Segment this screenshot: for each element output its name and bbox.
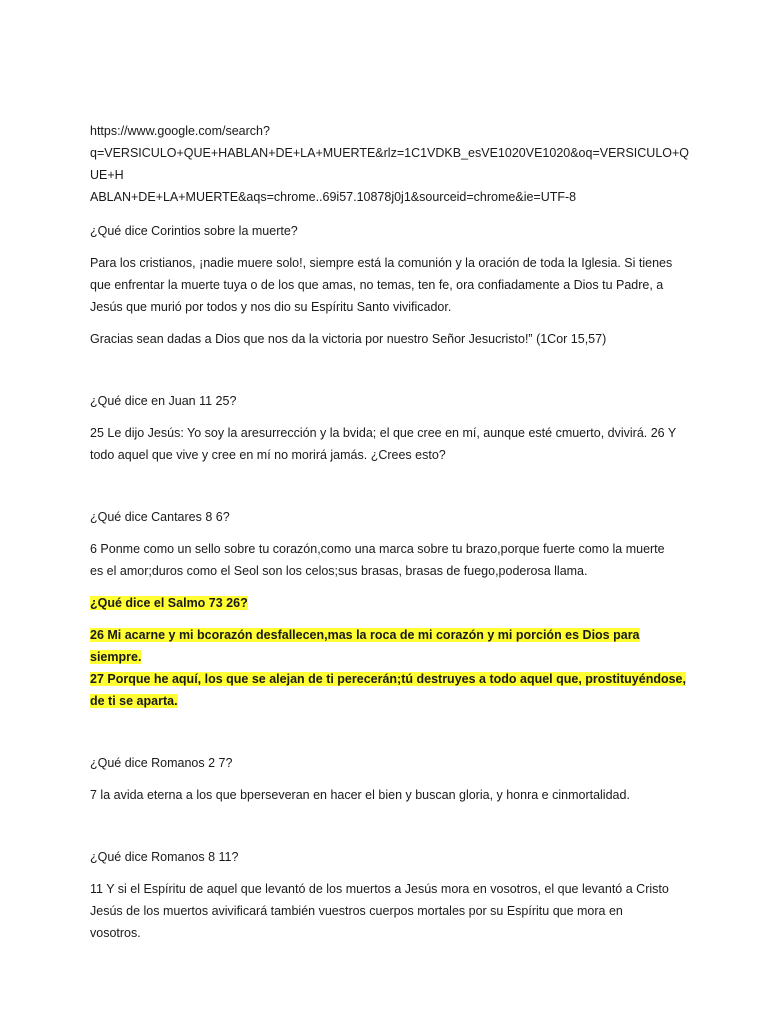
source-url bbox=[90, 120, 690, 208]
answer-line: que enfrentar la muerte tuya o de los que amas, no temas, ten fe, ora confiadamente a Dios tu Padre, a bbox=[90, 278, 664, 292]
answer-romanos-8 bbox=[90, 878, 690, 944]
answer-line: 25 Le dijo Jesús: Yo soy la aresurrección y la bvida; el que cree en mí, aunque esté cmuerto, dvivirá. 26 Y bbox=[90, 426, 677, 440]
question-juan: ¿Qué dice en Juan 11 25? bbox=[90, 394, 237, 408]
answer-romanos-2 bbox=[90, 784, 690, 806]
answer-line: 11 Y si el Espíritu de aquel que levantó de los muertos a Jesús mora en vosotros, el que levantó a Cristo bbox=[90, 882, 669, 896]
question-romanos-2: ¿Qué dice Romanos 2 7? bbox=[90, 756, 233, 770]
answer-cantares bbox=[90, 538, 690, 582]
spacer bbox=[90, 360, 690, 390]
answer-corintios bbox=[90, 252, 690, 318]
answer-line: Jesús que murió por todos y nos dio su Espíritu Santo vivificador. bbox=[90, 300, 452, 314]
document-content bbox=[90, 120, 690, 954]
answer-salmo bbox=[90, 624, 690, 712]
url-line: q=VERSICULO+QUE+HABLAN+DE+LA+MUERTE&rlz=1C1VDKB_esVE1020VE1020&oq=VERSICULO+QUE+H bbox=[90, 146, 690, 182]
answer-juan bbox=[90, 422, 690, 466]
answer-line: 7 la avida eterna a los que bperseveran en hacer el bien y buscan gloria, y honra e cinmortalidad. bbox=[90, 788, 630, 802]
answer-line: Jesús de los muertos avivificará también vuestros cuerpos mortales por su Espíritu que mora en bbox=[90, 904, 623, 918]
highlighted-text: 27 Porque he aquí, los que se alejan de ti perecerán;tú destruyes a todo aquel que, prostituyéndose, bbox=[90, 672, 686, 686]
answer-line: todo aquel que vive y cree en mí no morirá jamás. ¿Crees esto? bbox=[90, 448, 446, 462]
answer-line: vosotros. bbox=[90, 926, 141, 940]
quote-corintios: Gracias sean dadas a Dios que nos da la victoria por nuestro Señor Jesucristo!” (1Cor 15,57) bbox=[90, 332, 607, 346]
answer-line: Para los cristianos, ¡nadie muere solo!, siempre está la comunión y la oración de toda la Iglesia. Si tienes bbox=[90, 256, 673, 270]
spacer bbox=[90, 722, 690, 752]
spacer bbox=[90, 476, 690, 506]
answer-line: es el amor;duros como el Seol son los celos;sus brasas, brasas de fuego,poderosa llama. bbox=[90, 564, 588, 578]
url-line: https://www.google.com/search? bbox=[90, 124, 270, 138]
question-romanos-8: ¿Qué dice Romanos 8 11? bbox=[90, 850, 239, 864]
answer-line: 6 Ponme como un sello sobre tu corazón,como una marca sobre tu brazo,porque fuerte como la muerte bbox=[90, 542, 665, 556]
highlighted-text: de ti se aparta. bbox=[90, 694, 178, 708]
url-line: ABLAN+DE+LA+MUERTE&aqs=chrome..69i57.10878j0j1&sourceid=chrome&ie=UTF-8 bbox=[90, 190, 577, 204]
highlighted-text: ¿Qué dice el Salmo 73 26? bbox=[90, 596, 248, 610]
question-salmo bbox=[90, 592, 690, 614]
highlighted-text: 26 Mi acarne y mi bcorazón desfallecen,mas la roca de mi corazón y mi porción es Dios para siempre. bbox=[90, 628, 640, 664]
question-corintios: ¿Qué dice Corintios sobre la muerte? bbox=[90, 224, 298, 238]
question-cantares: ¿Qué dice Cantares 8 6? bbox=[90, 510, 230, 524]
spacer bbox=[90, 816, 690, 846]
